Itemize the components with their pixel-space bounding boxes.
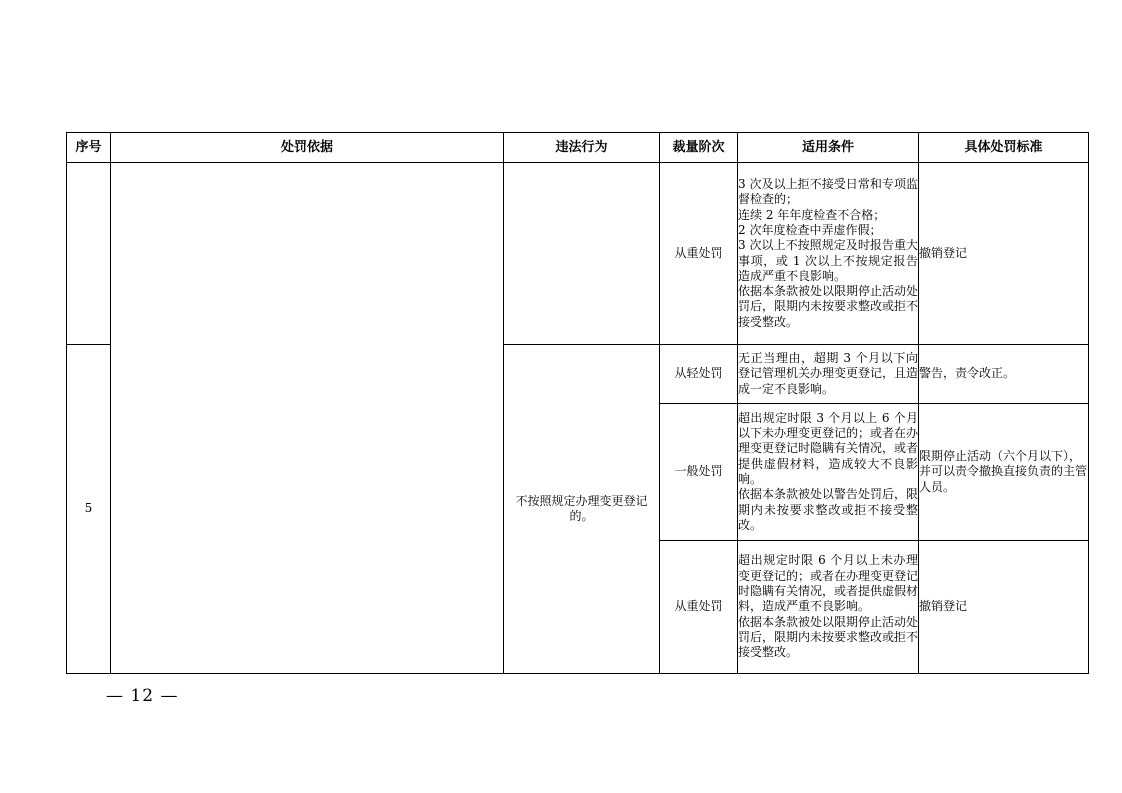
condition-text: 3 次以上不按照规定及时报告重大事项，或 1 次以上不按规定报告造成严重不良影响。 [738, 238, 918, 283]
standard-cell: 警告，责令改正。 [919, 345, 1089, 404]
header-conditions: 适用条件 [738, 133, 919, 163]
condition-text: 无正当理由，超期 3 个月以下向登记管理机关办理变更登记，且造成一定不良影响。 [738, 351, 919, 396]
table-header-row [67, 133, 1089, 163]
conditions-cell [738, 541, 919, 674]
header-violation: 违法行为 [504, 133, 660, 163]
condition-text: 连续 2 年年度检查不合格； [738, 207, 886, 222]
standard-cell: 限期停止活动（六个月以下），并可以责令撤换直接负责的主管人员。 [919, 404, 1089, 541]
level-cell: 从重处罚 [660, 163, 738, 345]
header-serial: 序号 [67, 133, 111, 163]
penalty-standards-table [66, 132, 1089, 674]
standard-cell: 撤销登记 [919, 163, 1089, 345]
condition-text: 超出规定时限 6 个月以上未办理变更登记的；或者在办理变更登记时隐瞒有关情况，或者提供虚假材料，造成严重不良影响。 [738, 553, 919, 614]
page-number: — 12 — [106, 686, 179, 706]
serial-cell-empty [67, 163, 111, 345]
conditions-cell [738, 345, 919, 404]
condition-text: 依据本条款被处以限期停止活动处罚后，限期内未按要求整改或拒不接受整改。 [738, 284, 919, 329]
level-cell: 一般处罚 [660, 404, 738, 541]
basis-cell [111, 163, 504, 674]
serial-cell: 5 [67, 345, 111, 674]
header-basis: 处罚依据 [111, 133, 504, 163]
conditions-cell [738, 404, 919, 541]
level-cell: 从轻处罚 [660, 345, 738, 404]
condition-text: 3 次及以上拒不接受日常和专项监督检查的； [738, 177, 918, 207]
table-row [67, 163, 1089, 345]
condition-text: 2 次年度检查中弄虚作假； [738, 222, 882, 237]
condition-text: 依据本条款被处以警告处罚后，限期内未按要求整改或拒不接受整改。 [738, 487, 919, 532]
header-level: 裁量阶次 [660, 133, 738, 163]
conditions-cell [738, 163, 919, 345]
header-standard: 具体处罚标准 [919, 133, 1089, 163]
level-cell: 从重处罚 [660, 541, 738, 674]
violation-cell-empty [504, 163, 660, 345]
condition-text: 超出规定时限 3 个月以上 6 个月以下未办理变更登记的；或者在办理变更登记时隐瞒有关情况，或者提供虚假材料，造成较大不良影响。 [738, 410, 919, 486]
condition-text: 依据本条款被处以限期停止活动处罚后，限期内未按要求整改或拒不接受整改。 [738, 614, 919, 660]
standard-cell: 撤销登记 [919, 541, 1089, 674]
violation-cell: 不按照规定办理变更登记的。 [504, 345, 660, 674]
